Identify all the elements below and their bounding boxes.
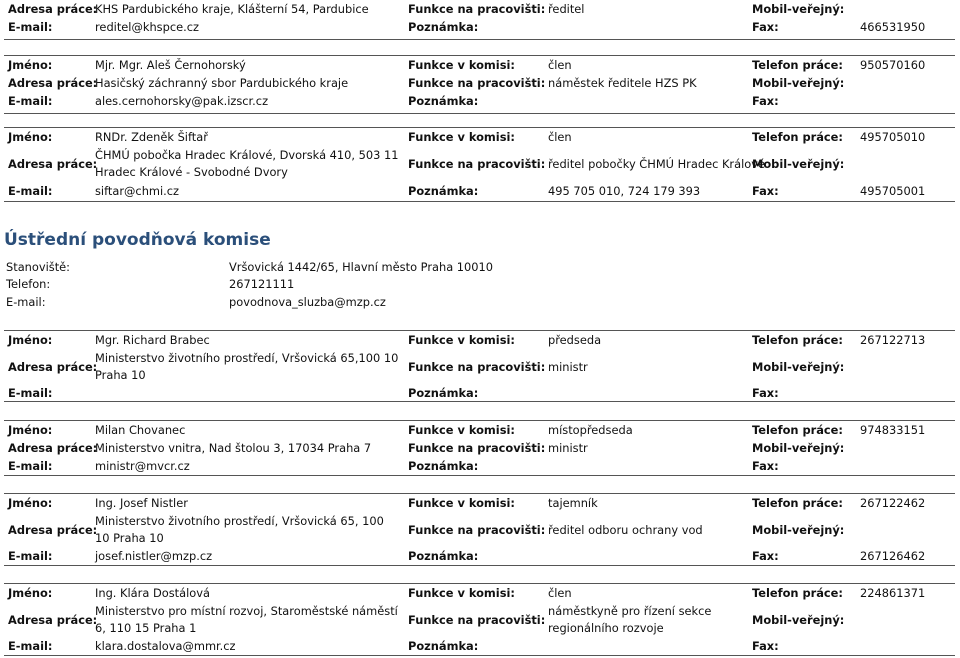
label-telefon: Telefon:	[6, 277, 51, 291]
label-email: E-mail:	[8, 94, 53, 108]
value-telefon-prace: 950570160	[860, 58, 926, 72]
label-section-email: E-mail:	[6, 295, 46, 309]
contact-card-dostalova	[4, 583, 955, 656]
label-poznamka: Poznámka:	[408, 94, 479, 108]
value-telefon-prace: 224861371	[860, 586, 926, 600]
value-telefon-prace: 267122462	[860, 496, 926, 510]
label-email: E-mail:	[8, 459, 53, 473]
contact-card-chovanec	[4, 420, 955, 476]
value-jmeno: Mjr. Mgr. Aleš Černohorský	[95, 58, 246, 72]
label-poznamka: Poznámka:	[408, 639, 479, 653]
label-funkce-pracoviste: Funkce na pracovišti:	[408, 157, 546, 171]
label-email: E-mail:	[8, 184, 53, 198]
value-jmeno: Mgr. Richard Brabec	[95, 333, 210, 347]
label-mobil: Mobil-veřejný:	[752, 613, 845, 627]
label-funkce-komise: Funkce v komisi:	[408, 130, 515, 144]
label-mobil: Mobil-veřejný:	[752, 76, 845, 90]
label-mobil: Mobil-veřejný:	[752, 157, 845, 171]
contact-card-nistler	[4, 493, 955, 566]
value-email[interactable]: reditel@khspce.cz	[95, 20, 199, 34]
label-funkce-komise: Funkce v komisi:	[408, 423, 515, 437]
label-poznamka: Poznámka:	[408, 20, 479, 34]
value-funkce-pracoviste: ředitel pobočky ČHMÚ Hradec Králové	[548, 157, 765, 171]
value-adresa-prace: Ministerstvo vnitra, Nad štolou 3, 17034 Praha 7	[95, 441, 372, 455]
label-funkce-komise: Funkce v komisi:	[408, 333, 515, 347]
label-email: E-mail:	[8, 386, 53, 400]
label-jmeno: Jméno:	[8, 333, 53, 347]
value-telefon-prace: 974833151	[860, 423, 926, 437]
label-telefon-prace: Telefon práce:	[752, 586, 843, 600]
label-adresa-prace: Adresa práce:	[8, 2, 98, 16]
label-email: E-mail:	[8, 20, 53, 34]
value-email[interactable]: ministr@mvcr.cz	[95, 459, 190, 473]
value-adresa-prace: Ministerstvo životního prostředí, Vršovická 65, 100 10 Praha 10	[95, 514, 384, 545]
label-jmeno: Jméno:	[8, 130, 53, 144]
label-stanoviste: Stanoviště:	[6, 260, 71, 274]
value-telefon: 267121111	[229, 277, 295, 291]
value-jmeno: RNDr. Zdeněk Šiftař	[95, 130, 208, 144]
value-funkce-komise: člen	[548, 58, 572, 72]
value-fax: 466531950	[860, 20, 926, 34]
value-funkce-komise: člen	[548, 130, 572, 144]
label-funkce-komise: Funkce v komisi:	[408, 58, 515, 72]
value-stanoviste: Vršovická 1442/65, Hlavní město Praha 10010	[229, 260, 494, 274]
value-funkce-komise: tajemník	[548, 496, 598, 510]
label-adresa-prace: Adresa práce:	[8, 360, 98, 374]
label-jmeno: Jméno:	[8, 586, 53, 600]
label-mobil: Mobil-veřejný:	[752, 2, 845, 16]
value-funkce-komise: místopředseda	[548, 423, 633, 437]
value-jmeno: Ing. Josef Nistler	[95, 496, 188, 510]
label-poznamka: Poznámka:	[408, 184, 479, 198]
label-telefon-prace: Telefon práce:	[752, 58, 843, 72]
value-funkce-pracoviste: ředitel odboru ochrany vod	[548, 523, 703, 537]
label-funkce-komise: Funkce v komisi:	[408, 586, 515, 600]
value-email[interactable]: josef.nistler@mzp.cz	[95, 549, 213, 563]
value-funkce-pracoviste: ministr	[548, 360, 588, 374]
label-adresa-prace: Adresa práce:	[8, 441, 98, 455]
value-adresa-prace: Hasičský záchranný sbor Pardubického kraje	[95, 76, 349, 90]
value-funkce-komise: předseda	[548, 333, 602, 347]
label-telefon-prace: Telefon práce:	[752, 423, 843, 437]
value-jmeno: Milan Chovanec	[95, 423, 186, 437]
label-funkce-pracoviste: Funkce na pracovišti:	[408, 441, 546, 455]
value-funkce-komise: člen	[548, 586, 572, 600]
label-mobil: Mobil-veřejný:	[752, 360, 845, 374]
label-email: E-mail:	[8, 549, 53, 563]
value-email[interactable]: siftar@chmi.cz	[95, 184, 180, 198]
label-telefon-prace: Telefon práce:	[752, 496, 843, 510]
value-adresa-prace: ČHMÚ pobočka Hradec Králové, Dvorská 410, 503 11 Hradec Králové - Svobodné Dvory	[95, 148, 399, 179]
label-adresa-prace: Adresa práce:	[8, 613, 98, 627]
label-telefon-prace: Telefon práce:	[752, 130, 843, 144]
label-mobil: Mobil-veřejný:	[752, 523, 845, 537]
value-fax: 495705001	[860, 184, 926, 198]
label-jmeno: Jméno:	[8, 496, 53, 510]
contact-card-siftar	[4, 127, 955, 202]
contact-card-cernohorsky	[4, 55, 955, 114]
label-fax: Fax:	[752, 94, 779, 108]
label-funkce-pracoviste: Funkce na pracovišti:	[408, 523, 546, 537]
value-jmeno: Ing. Klára Dostálová	[95, 586, 210, 600]
value-email[interactable]: ales.cernohorsky@pak.izscr.cz	[95, 94, 269, 108]
value-funkce-pracoviste: ministr	[548, 441, 588, 455]
value-telefon-prace: 495705010	[860, 130, 926, 144]
label-funkce-pracoviste: Funkce na pracovišti:	[408, 613, 546, 627]
value-fax: 267126462	[860, 549, 926, 563]
value-poznamka: 495 705 010, 724 179 393	[548, 184, 701, 198]
label-jmeno: Jméno:	[8, 423, 53, 437]
value-adresa-prace: Ministerstvo pro místní rozvoj, Staroměstské náměstí 6, 110 15 Praha 1	[95, 604, 398, 635]
value-adresa-prace: KHS Pardubického kraje, Klášterní 54, Pardubice	[95, 2, 369, 16]
label-telefon-prace: Telefon práce:	[752, 333, 843, 347]
label-fax: Fax:	[752, 20, 779, 34]
label-poznamka: Poznámka:	[408, 459, 479, 473]
value-funkce-pracoviste: náměstek ředitele HZS PK	[548, 76, 697, 90]
label-funkce-pracoviste: Funkce na pracovišti:	[408, 76, 546, 90]
label-funkce-pracoviste: Funkce na pracovišti:	[408, 2, 546, 16]
contact-card-brabec	[4, 330, 955, 402]
value-telefon-prace: 267122713	[860, 333, 926, 347]
label-fax: Fax:	[752, 459, 779, 473]
label-fax: Fax:	[752, 639, 779, 653]
label-fax: Fax:	[752, 184, 779, 198]
label-poznamka: Poznámka:	[408, 549, 479, 563]
label-adresa-prace: Adresa práce:	[8, 76, 98, 90]
label-fax: Fax:	[752, 386, 779, 400]
label-funkce-komise: Funkce v komisi:	[408, 496, 515, 510]
label-fax: Fax:	[752, 549, 779, 563]
label-adresa-prace: Adresa práce:	[8, 523, 98, 537]
contact-card-khs	[4, 0, 955, 40]
label-poznamka: Poznámka:	[408, 386, 479, 400]
value-funkce-pracoviste: náměstkyně pro řízení sekce regionálního rozvoje	[548, 604, 712, 635]
value-section-email[interactable]: povodnova_sluzba@mzp.cz	[229, 295, 386, 309]
label-mobil: Mobil-veřejný:	[752, 441, 845, 455]
label-jmeno: Jméno:	[8, 58, 53, 72]
label-funkce-pracoviste: Funkce na pracovišti:	[408, 360, 546, 374]
value-email[interactable]: klara.dostalova@mmr.cz	[95, 639, 236, 653]
section-title: Ústřední povodňová komise	[4, 230, 271, 250]
value-adresa-prace: Ministerstvo životního prostředí, Vršovická 65,100 10 Praha 10	[95, 351, 399, 382]
value-funkce-pracoviste: ředitel	[548, 2, 585, 16]
label-email: E-mail:	[8, 639, 53, 653]
label-adresa-prace: Adresa práce:	[8, 157, 98, 171]
